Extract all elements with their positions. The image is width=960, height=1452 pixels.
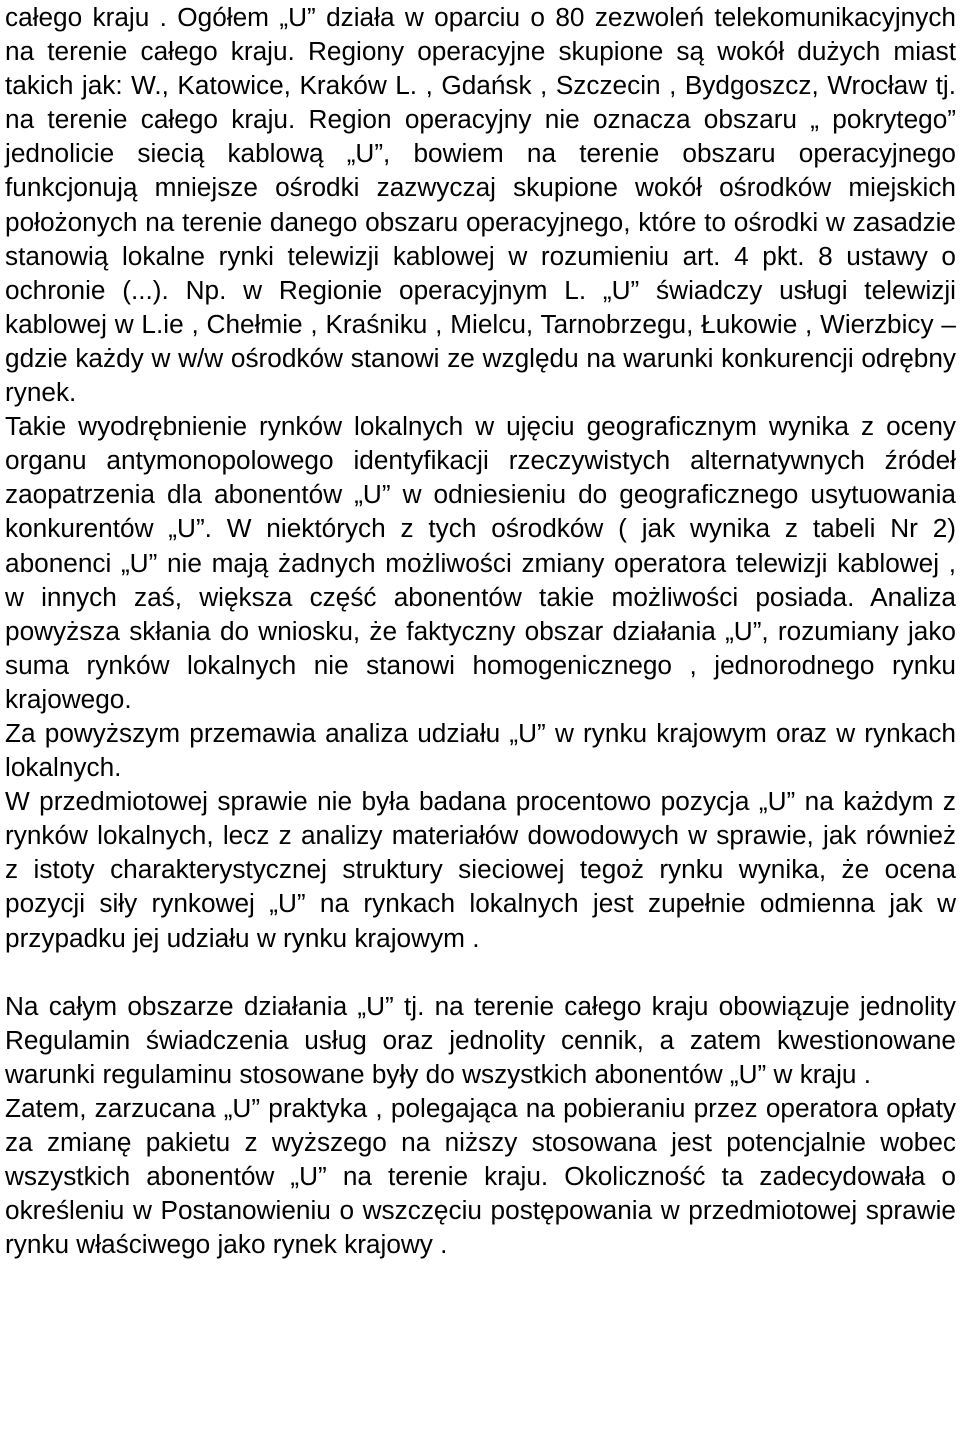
paragraph-3: Za powyższym przemawia analiza udziału „U” w rynku krajowym oraz w rynkach lokalnych. [5, 717, 956, 783]
paragraph-5: Na całym obszarze działania „U” tj. na terenie całego kraju obowiązuje jednolity Regulamin świadczenia usług oraz jednolity cennik, a zatem kwestionowane warunki regulaminu stosowane były do wszystkich abonentów „U” w kraju . [5, 990, 956, 1089]
paragraph-6: Zatem, zarzucana „U” praktyka , polegająca na pobieraniu przez operatora opłaty za zmianę pakietu z wyższego na niższy stosowana jest potencjalnie wobec wszystkich abonentów „U” na terenie kraju. Okoliczność ta zadecydowała o określeniu w Postanowieniu o wszczęciu postępowania w przedmiotowej sprawie rynku właściwego jako rynek krajowy . [5, 1092, 956, 1260]
paragraph-4: W przedmiotowej sprawie nie była badana procentowo pozycja „U” na każdym z rynków lokalnych, lecz z analizy materiałów dowodowych w sprawie, jak również z istoty charakterystycznej struktury sieciowej tegoż rynku wynika, że ocena pozycji siły rynkowej „U” na rynkach lokalnych jest zupełnie odmienna jak w przypadku jej udziału w rynku krajowym . [5, 786, 956, 953]
paragraph-spacer [5, 955, 956, 989]
document-page [5, 0, 956, 1261]
paragraph-1: całego kraju . Ogółem „U” działa w oparciu o 80 zezwoleń telekomunikacyjnych na terenie całego kraju. Regiony operacyjne skupione są wokół dużych miast takich jak: W., Katowice, Kraków L. , Gdańsk , Szczecin , Bydgoszcz, Wrocław tj. na terenie całego kraju. Region operacyjny nie oznacza obszaru „ pokrytego” jednolicie siecią kablową „U”, bowiem na terenie obszaru operacyjnego funkcjonują mniejsze ośrodki zazwyczaj skupione wokół ośrodków miejskich położonych na terenie danego obszaru operacyjnego, które to ośrodki w zasadzie stanowią lokalne rynki telewizji kablowej w rozumieniu art. 4 pkt. 8 ustawy o ochronie (...). Np. w Regionie operacyjnym L. „U” świadczy usługi telewizji kablowej w L.ie , Chełmie , Kraśniku , Mielcu, Tarnobrzegu, Łukowie , Wierzbicy – gdzie każdy w w/w ośrodków stanowi ze względu na warunki konkurencji odrębny rynek. [5, 2, 956, 408]
paragraph-2: Takie wyodrębnienie rynków lokalnych w ujęciu geograficznym wynika z oceny organu antymonopolowego identyfikacji rzeczywistych alternatywnych źródeł zaopatrzenia dla abonentów „U” w odniesieniu do geograficznego usytuowania konkurentów „U”. W niektórych z tych ośrodków ( jak wynika z tabeli Nr 2) abonenci „U” nie mają żadnych możliwości zmiany operatora telewizji kablowej , w innych zaś, większa część abonentów takie możliwości posiada. Analiza powyższa skłania do wniosku, że faktyczny obszar działania „U”, rozumiany jako suma rynków lokalnych nie stanowi homogenicznego , jednorodnego rynku krajowego. [5, 411, 956, 714]
